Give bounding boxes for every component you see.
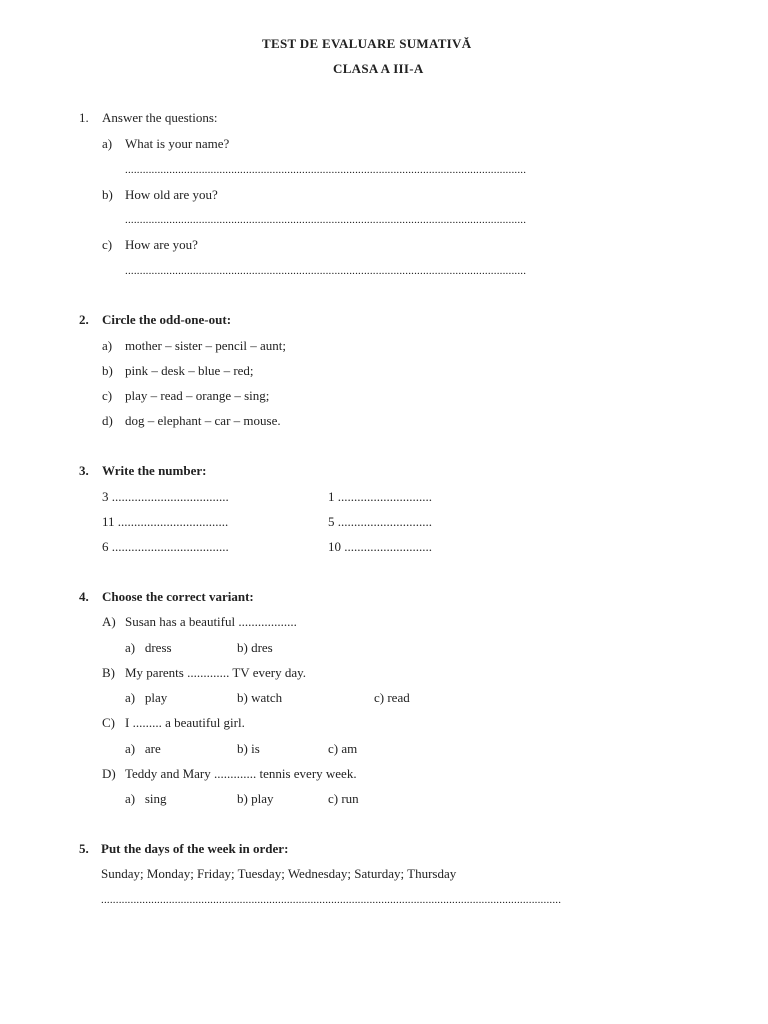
number-blank[interactable]: 6 .................................... bbox=[102, 539, 229, 554]
page-title: TEST DE EVALUARE SUMATIVĂ bbox=[262, 36, 472, 51]
item-marker: A) bbox=[102, 614, 116, 629]
page-subtitle: CLASA A III-A bbox=[333, 61, 424, 76]
item-marker: C) bbox=[102, 715, 115, 730]
number-blank[interactable]: 1 ............................. bbox=[328, 489, 432, 504]
item-text: My parents ............. TV every day. bbox=[125, 665, 307, 680]
number-blank[interactable]: 5 ............................. bbox=[328, 514, 432, 529]
exercise-number: 5. bbox=[79, 841, 89, 856]
option-a[interactable]: a) sing bbox=[125, 791, 167, 806]
answer-line[interactable]: ............................................................................................................................................................ bbox=[101, 894, 562, 906]
option-b[interactable]: b) play bbox=[237, 791, 274, 806]
option-c[interactable]: c) run bbox=[328, 791, 359, 806]
option-a[interactable]: a) dress bbox=[125, 640, 172, 655]
item-marker: d) bbox=[102, 413, 113, 428]
exercise-heading: Circle the odd-one-out: bbox=[102, 312, 232, 327]
item-text: pink – desk – blue – red; bbox=[125, 363, 254, 378]
exercise-heading: Write the number: bbox=[102, 463, 207, 478]
exercise-number: 4. bbox=[79, 589, 89, 604]
item-marker: a) bbox=[102, 136, 113, 151]
option-b[interactable]: b) dres bbox=[237, 640, 273, 655]
answer-line[interactable]: ........................................................................................................................................ bbox=[125, 265, 527, 277]
item-marker: b) bbox=[102, 187, 113, 202]
item-marker: a) bbox=[102, 338, 113, 353]
answer-line[interactable]: ........................................................................................................................................ bbox=[125, 164, 527, 176]
question-text: What is your name? bbox=[125, 136, 230, 151]
option-b[interactable]: b) is bbox=[237, 741, 260, 756]
option-a[interactable]: a) are bbox=[125, 741, 161, 756]
option-c[interactable]: c) read bbox=[374, 690, 410, 705]
exercise-number: 2. bbox=[79, 312, 89, 327]
days-list: Sunday; Monday; Friday; Tuesday; Wednesday; Saturday; Thursday bbox=[101, 866, 457, 881]
answer-line[interactable]: ........................................................................................................................................ bbox=[125, 214, 527, 226]
item-marker: b) bbox=[102, 363, 113, 378]
item-marker: D) bbox=[102, 766, 116, 781]
item-marker: B) bbox=[102, 665, 115, 680]
item-marker: c) bbox=[102, 388, 113, 403]
question-text: How old are you? bbox=[125, 187, 218, 202]
number-blank[interactable]: 11 .................................. bbox=[102, 514, 229, 529]
number-blank[interactable]: 10 ........................... bbox=[328, 539, 432, 554]
option-b[interactable]: b) watch bbox=[237, 690, 283, 705]
number-blank[interactable]: 3 .................................... bbox=[102, 489, 229, 504]
exercise-heading: Put the days of the week in order: bbox=[101, 841, 289, 856]
option-c[interactable]: c) am bbox=[328, 741, 358, 756]
item-text: mother – sister – pencil – aunt; bbox=[125, 338, 287, 353]
item-text: dog – elephant – car – mouse. bbox=[125, 413, 281, 428]
exercise-heading: Choose the correct variant: bbox=[102, 589, 254, 604]
question-text: How are you? bbox=[125, 237, 198, 252]
exercise-number: 1. bbox=[79, 110, 89, 125]
exercise-heading: Answer the questions: bbox=[102, 110, 218, 125]
item-text: I ......... a beautiful girl. bbox=[125, 715, 245, 730]
item-text: play – read – orange – sing; bbox=[125, 388, 270, 403]
option-a[interactable]: a) play bbox=[125, 690, 168, 705]
item-marker: c) bbox=[102, 237, 113, 252]
item-text: Teddy and Mary ............. tennis every week. bbox=[125, 766, 357, 781]
item-text: Susan has a beautiful .................. bbox=[125, 614, 297, 629]
exercise-number: 3. bbox=[79, 463, 89, 478]
